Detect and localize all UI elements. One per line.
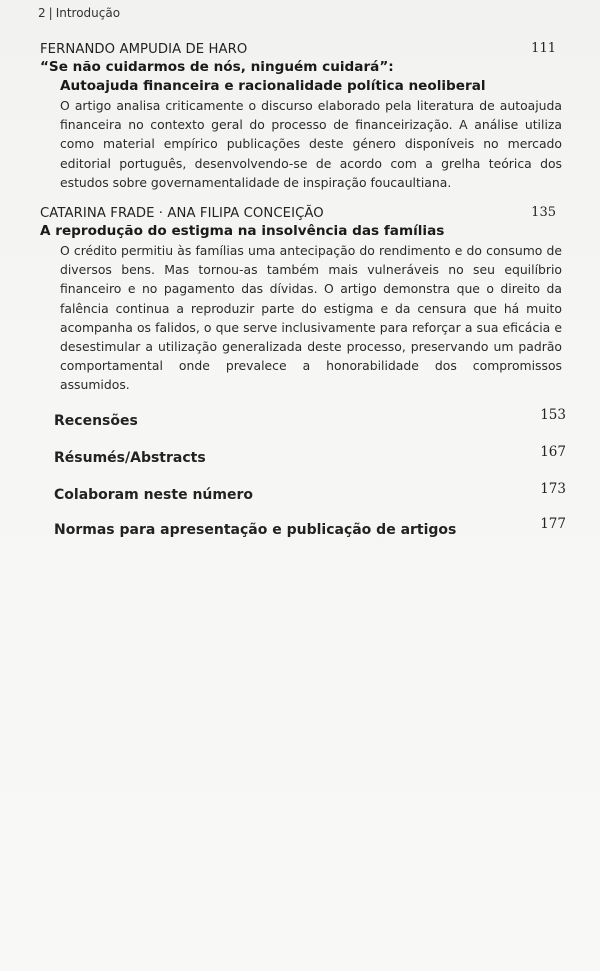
toc-label: Normas para apresentação e publicação de artigos	[54, 522, 457, 538]
toc-label: Colaboram neste número	[54, 487, 253, 503]
toc-item-recensoes	[54, 407, 566, 435]
article-authors: FERNANDO AMPUDIA DE HARO	[40, 42, 248, 57]
article-title: “Se não cuidarmos de nós, ninguém cuidará”:	[40, 59, 394, 75]
article-title: A reprodução do estigma na insolvência das famílias	[40, 223, 445, 239]
article-abstract: O artigo analisa criticamente o discurso elaborado pela literatura de autoajuda financeira no contexto geral do processo de financeirização. A análise utiliza como material empírico publicações deste género disponíveis no mercado editorial português, desenvolvendo-se de acordo com a grelha teórica dos estudos sobre governamentalidade de inspiração foucaultiana.	[60, 98, 562, 190]
header-separator: |	[48, 6, 53, 20]
article-subtitle: Autoajuda financeira e racionalidade política neoliberal	[60, 78, 486, 94]
toc-item-normas	[54, 516, 566, 544]
toc-label: Recensões	[54, 413, 138, 429]
article-page-number: 135	[531, 205, 556, 220]
toc-label: Résumés/Abstracts	[54, 450, 206, 466]
toc-page-number: 173	[540, 481, 566, 497]
article-abstract: O crédito permitiu às famílias uma antecipação do rendimento e do consumo de diversos bens. Mas tornou-as também mais vulneráveis no seu equilíbrio financeiro e no pagamento das dívidas. O artigo demonstra que o direito da falência continua a reproduzir parte do estigma e da censura que há muito acompanha os falidos, o que serve inclusivamente para reforçar a sua eficácia e desestimular a utilização generalizada deste processo, preservando um padrão comportamental onde prevalece a honorabilidade dos compromissos assumidos.	[60, 243, 562, 393]
article-entry	[40, 205, 562, 395]
article-page-number: 111	[531, 41, 556, 56]
article-entry	[40, 41, 562, 192]
toc-item-resumes-abstracts	[54, 444, 566, 472]
header-page-number: 2	[38, 6, 46, 20]
toc-page-number: 153	[540, 407, 566, 423]
toc-item-colaboram	[54, 481, 566, 509]
article-authors: CATARINA FRADE · ANA FILIPA CONCEIÇÃO	[40, 206, 324, 221]
toc-page-number: 177	[540, 516, 566, 532]
header-section: Introdução	[55, 6, 121, 20]
running-header	[38, 6, 120, 20]
toc-page-number: 167	[540, 444, 566, 460]
